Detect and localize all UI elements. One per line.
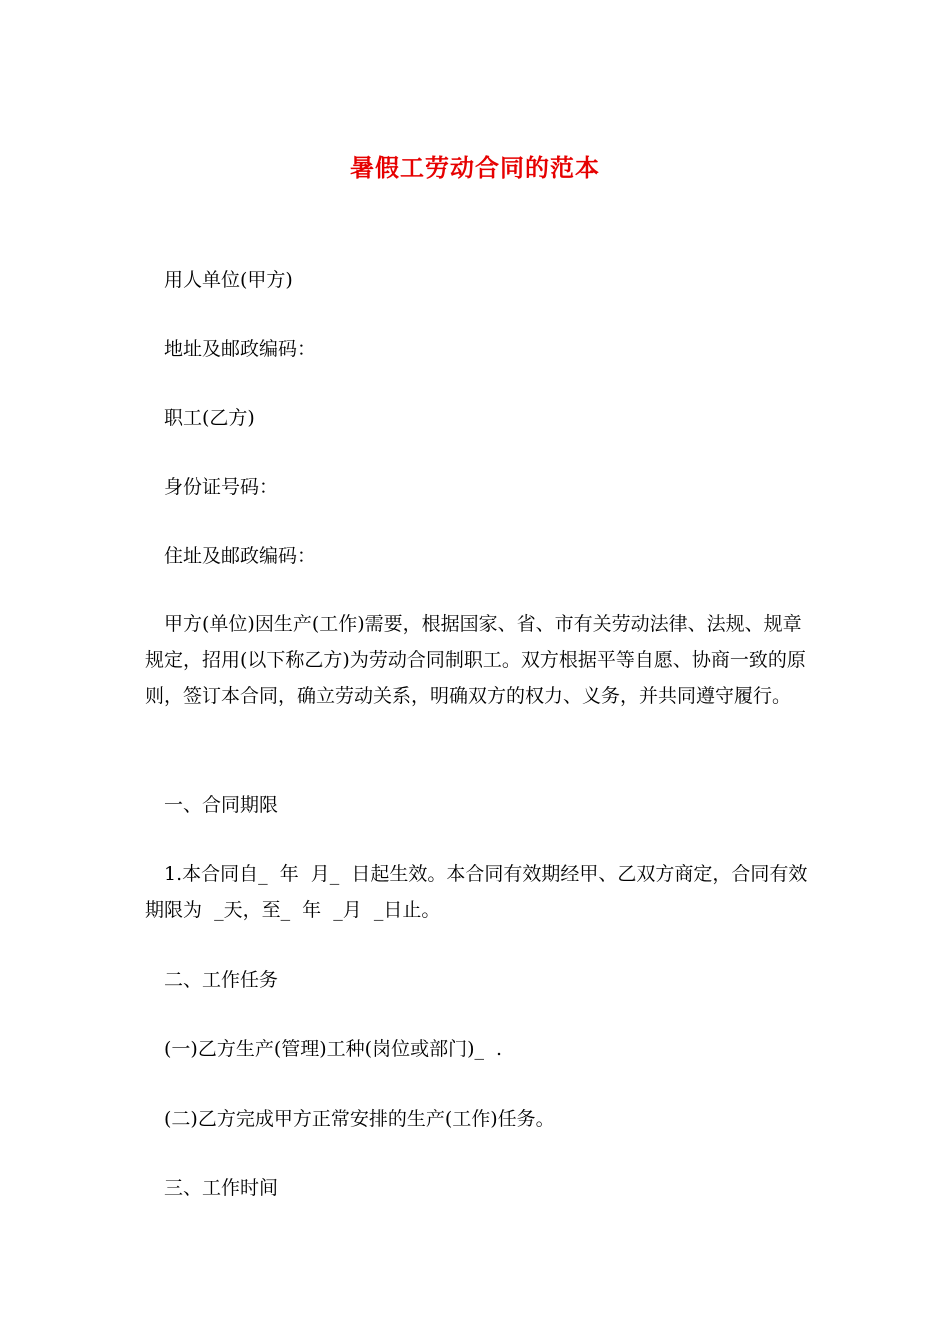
employer-address-label: 地址及邮政编码： bbox=[164, 338, 317, 360]
section-heading-term: 一、合同期限 bbox=[164, 794, 279, 816]
section-heading-hours: 三、工作时间 bbox=[164, 1177, 279, 1199]
employee-address-label: 住址及邮政编码： bbox=[164, 545, 317, 567]
id-number-label: 身份证号码： bbox=[164, 476, 279, 498]
term-clause-1: 1.本合同自_ 年 月_ 日起生效。本合同有效期经甲、乙双方商定，合同有效期限为 _天，至_ 年 _月 _日止。 bbox=[145, 863, 808, 921]
preamble-paragraph: 甲方(单位)因生产(工作)需要，根据国家、省、市有关劳动法律、法规、规章规定，招用(以下称乙方)为劳动合同制职工。双方根据平等自愿、协商一致的原则，签订本合同，确立劳动关系，明确双方的权力、义务，并共同遵守履行。 bbox=[145, 613, 806, 707]
tasks-clause-1: (一)乙方生产(管理)工种(岗位或部门)_ . bbox=[164, 1038, 503, 1060]
document-title: 暑假工劳动合同的范本 bbox=[350, 153, 600, 182]
employer-label: 用人单位(甲方) bbox=[164, 269, 293, 291]
employee-label: 职工(乙方) bbox=[164, 407, 255, 429]
tasks-clause-2: (二)乙方完成甲方正常安排的生产(工作)任务。 bbox=[164, 1108, 555, 1130]
section-heading-tasks: 二、工作任务 bbox=[164, 969, 279, 991]
